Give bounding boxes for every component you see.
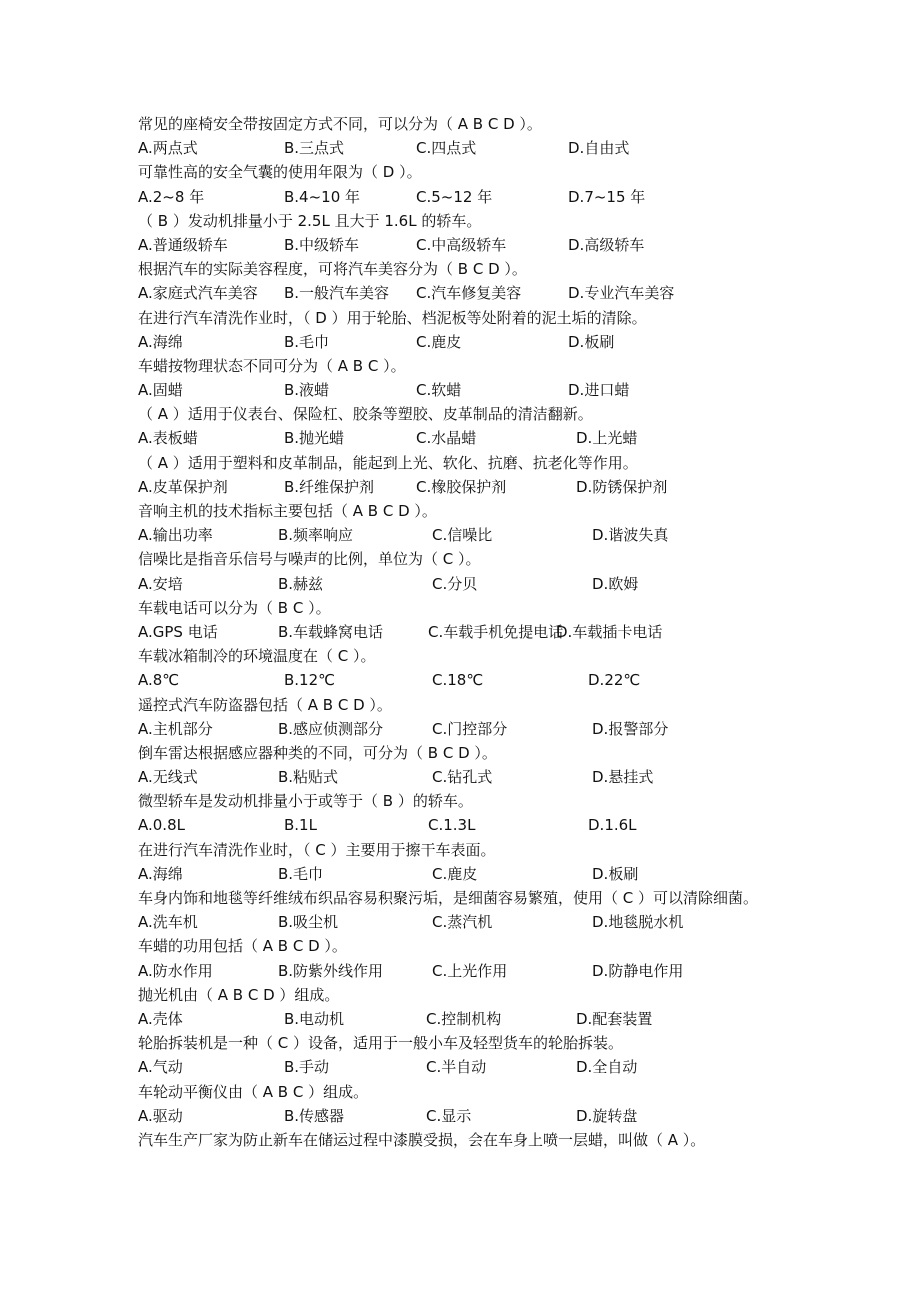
option-row (138, 862, 798, 886)
option-d: D.欧姆 (592, 574, 639, 593)
option-a: A.驱动 (138, 1106, 183, 1125)
option-a: A.表板蜡 (138, 429, 198, 448)
option-d: D.22℃ (588, 671, 641, 690)
question-stem: 车轮动平衡仪由（ A B C ）组成。 (138, 1082, 369, 1101)
option-b: B.三点式 (284, 139, 345, 158)
option-row (138, 1007, 798, 1031)
option-a: A.家庭式汽车美容 (138, 284, 258, 303)
option-row (138, 136, 798, 160)
option-d: D.配套装置 (576, 1009, 653, 1028)
option-d: D.板刷 (592, 864, 639, 883)
option-d: D.谐波失真 (592, 526, 669, 545)
option-row (138, 765, 798, 789)
option-d: D.全自动 (576, 1058, 638, 1077)
option-c: C.18℃ (432, 671, 484, 690)
option-b: B.液蜡 (284, 381, 330, 400)
option-a: A.无线式 (138, 768, 198, 787)
option-row (138, 668, 798, 692)
option-b: B.感应侦测部分 (278, 719, 384, 738)
question-stem: 常见的座椅安全带按固定方式不同，可以分为（ A B C D ）。 (138, 115, 542, 133)
option-a: A.安培 (138, 574, 183, 593)
question-stem: （ B ）发动机排量小于 2.5L 且大于 1.6L 的轿车。 (138, 211, 482, 230)
option-c: C.水晶蜡 (416, 429, 477, 448)
option-b: B.赫兹 (278, 574, 324, 593)
question-stem: 抛光机由（ A B C D ）组成。 (138, 985, 340, 1004)
option-row (138, 378, 798, 402)
question-stem: 车蜡按物理状态不同可分为（ A B C ）。 (138, 356, 406, 375)
option-a: A.皮革保护剂 (138, 477, 228, 496)
option-c: C.控制机构 (426, 1009, 502, 1028)
option-d: D.自由式 (568, 139, 630, 158)
option-d: D.悬挂式 (592, 768, 654, 787)
option-b: B.防紫外线作用 (278, 961, 384, 980)
question-stem: 车蜡的功用包括（ A B C D ）。 (138, 937, 347, 956)
option-c: C.1.3L (428, 816, 476, 835)
option-d: D.旋转盘 (576, 1106, 638, 1125)
option-a: A.固蜡 (138, 381, 183, 400)
question-stem: 在进行汽车清洗作业时，（ D ）用于轮胎、档泥板等处附着的泥土垢的清除。 (138, 308, 647, 327)
option-c: C.显示 (426, 1106, 472, 1125)
question-document (138, 112, 798, 1152)
option-row (138, 426, 798, 450)
option-b: B.毛巾 (284, 332, 330, 351)
option-d: D.防锈保护剂 (576, 477, 668, 496)
option-a: A.海绵 (138, 332, 183, 351)
option-c: C.车载手机免提电话 (428, 622, 564, 641)
option-d: D.7~15 年 (568, 187, 646, 206)
option-c: C.门控部分 (432, 719, 508, 738)
option-a: A.洗车机 (138, 913, 198, 932)
option-b: B.12℃ (284, 671, 335, 690)
option-b: B.毛巾 (278, 864, 324, 883)
question-stem: 微型轿车是发动机排量小于或等于（ B ）的轿车。 (138, 792, 473, 811)
option-a: A.两点式 (138, 139, 198, 158)
question-stem: 车载电话可以分为（ B C ）。 (138, 598, 331, 617)
option-a: A.0.8L (138, 816, 185, 835)
option-c: C.中高级轿车 (416, 235, 507, 254)
option-a: A.壳体 (138, 1009, 183, 1028)
question-stem: 根据汽车的实际美容程度，可将汽车美容分为（ B C D ）。 (138, 260, 527, 279)
option-a: A.2~8 年 (138, 187, 205, 206)
option-d: D.车载插卡电话 (556, 622, 663, 641)
option-b: B.吸尘机 (278, 913, 339, 932)
option-d: D.板刷 (568, 332, 615, 351)
option-c: C.橡胶保护剂 (416, 477, 507, 496)
option-c: C.鹿皮 (432, 864, 478, 883)
option-a: A.输出功率 (138, 526, 213, 545)
option-d: D.地毯脱水机 (592, 913, 684, 932)
option-c: C.四点式 (416, 139, 477, 158)
question-stem: 遥控式汽车防盗器包括（ A B C D ）。 (138, 695, 392, 714)
option-row (138, 717, 798, 741)
option-c: C.5~12 年 (416, 187, 493, 206)
option-row (138, 185, 798, 209)
option-b: B.4~10 年 (284, 187, 361, 206)
option-b: B.频率响应 (278, 526, 354, 545)
option-d: D.1.6L (588, 816, 637, 835)
option-c: C.钻孔式 (432, 768, 493, 787)
option-c: C.软蜡 (416, 381, 462, 400)
option-d: D.防静电作用 (592, 961, 684, 980)
option-a: A.海绵 (138, 864, 183, 883)
question-stem: （ A ）适用于塑料和皮革制品，能起到上光、软化、抗磨、抗老化等作用。 (138, 453, 638, 472)
option-a: A.气动 (138, 1058, 183, 1077)
option-row (138, 959, 798, 983)
option-a: A.主机部分 (138, 719, 213, 738)
option-b: B.传感器 (284, 1106, 345, 1125)
question-stem: 轮胎拆装机是一种（ C ）设备，适用于一般小车及轻型货车的轮胎拆装。 (138, 1034, 624, 1053)
option-a: A.8℃ (138, 671, 180, 690)
option-b: B.车载蜂窝电话 (278, 622, 384, 641)
question-stem: 倒车雷达根据感应器种类的不同，可分为（ B C D ）。 (138, 743, 497, 762)
option-c: C.鹿皮 (416, 332, 462, 351)
option-c: C.分贝 (432, 574, 478, 593)
question-stem: 车身内饰和地毯等纤维绒布织品容易积聚污垢，是细菌容易繁殖，使用（ C ）可以清除细菌。 (138, 889, 759, 907)
option-b: B.纤维保护剂 (284, 477, 375, 496)
option-d: D.进口蜡 (568, 381, 630, 400)
option-a: A.防水作用 (138, 961, 213, 980)
option-c: C.蒸汽机 (432, 913, 493, 932)
option-d: D.专业汽车美容 (568, 284, 675, 303)
option-d: D.报警部分 (592, 719, 669, 738)
option-c: C.汽车修复美容 (416, 284, 522, 303)
option-c: C.信噪比 (432, 526, 493, 545)
option-b: B.抛光蜡 (284, 429, 345, 448)
option-b: B.电动机 (284, 1009, 345, 1028)
option-row (138, 330, 798, 354)
option-row (138, 572, 798, 596)
question-stem: 车载冰箱制冷的环境温度在（ C ）。 (138, 647, 376, 666)
option-row (138, 475, 798, 499)
option-c: C.半自动 (426, 1058, 487, 1077)
option-b: B.一般汽车美容 (284, 284, 390, 303)
option-c: C.上光作用 (432, 961, 508, 980)
option-b: B.手动 (284, 1058, 330, 1077)
option-b: B.中级轿车 (284, 235, 360, 254)
option-row (138, 620, 798, 644)
option-a: A.普通级轿车 (138, 235, 228, 254)
option-row (138, 813, 798, 837)
question-stem: 信噪比是指音乐信号与噪声的比例，单位为（ C ）。 (138, 550, 481, 569)
option-row (138, 233, 798, 257)
question-stem: （ A ）适用于仪表台、保险杠、胶条等塑胶、皮革制品的清洁翻新。 (138, 405, 593, 424)
option-row (138, 1055, 798, 1079)
option-d: D.上光蜡 (576, 429, 638, 448)
option-b: B.1L (284, 816, 317, 835)
option-b: B.粘贴式 (278, 768, 339, 787)
question-stem: 音响主机的技术指标主要包括（ A B C D ）。 (138, 502, 437, 520)
question-stem: 可靠性高的安全气囊的使用年限为（ D ）。 (138, 163, 422, 182)
question-stem: 汽车生产厂家为防止新车在储运过程中漆膜受损，会在车身上喷一层蜡，叫做（ A ）。 (138, 1130, 706, 1149)
option-row (138, 1104, 798, 1128)
option-row (138, 910, 798, 934)
option-row (138, 281, 798, 305)
option-row (138, 523, 798, 547)
question-stem: 在进行汽车清洗作业时，（ C ）主要用于擦干车表面。 (138, 840, 496, 859)
option-a: A.GPS 电话 (138, 622, 218, 641)
option-d: D.高级轿车 (568, 235, 645, 254)
